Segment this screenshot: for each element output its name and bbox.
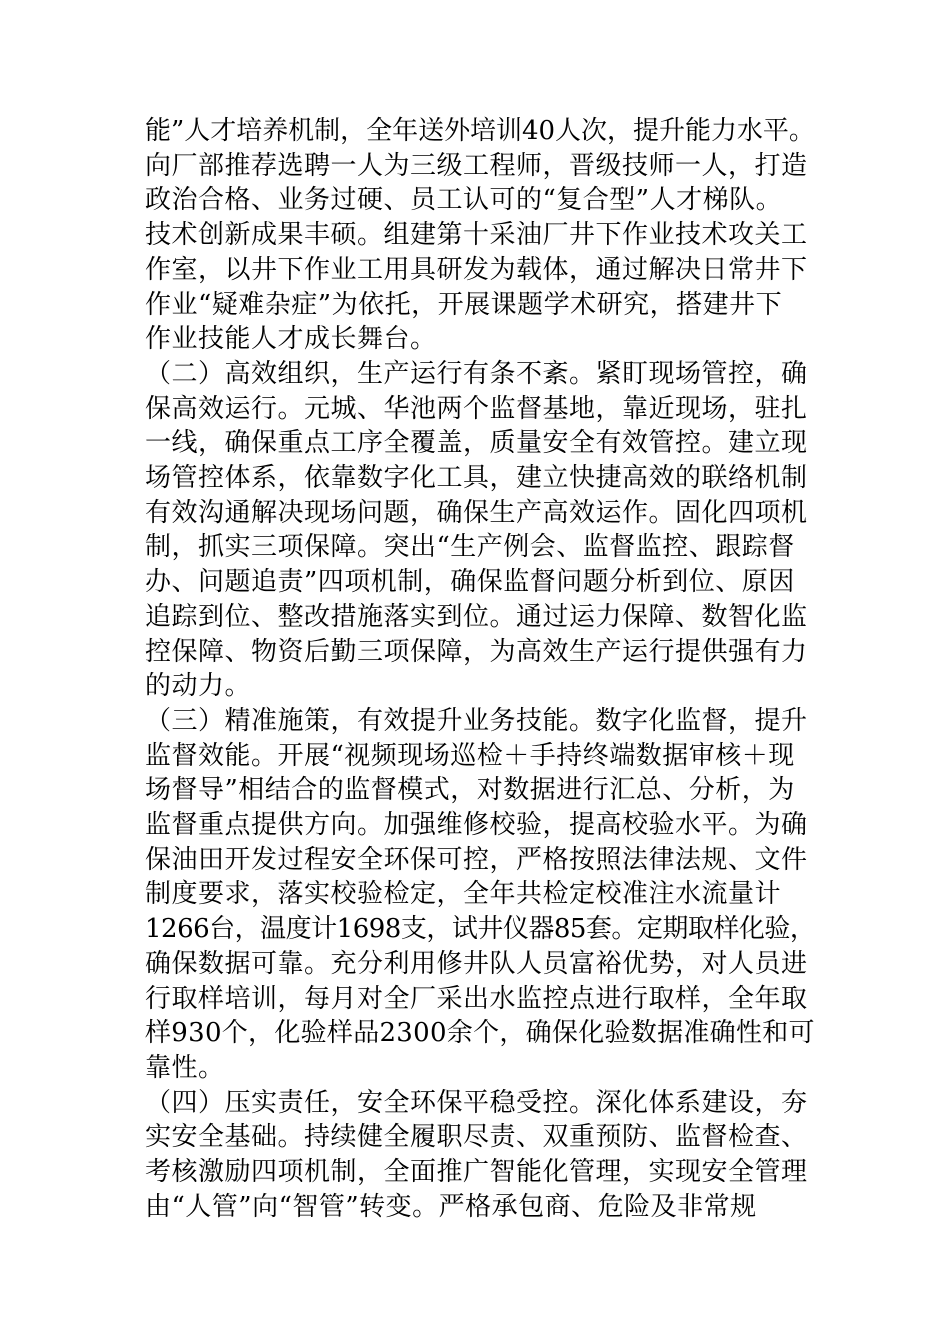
section-heading-line: （四）压实责任，安全环保平稳受控。深化体系建设，夯 [145,1087,808,1118]
text-line: 场督导”相结合的监督模式，对数据进行汇总、分析，为 [145,775,795,806]
text-line: 1266台，温度计1698支，试井仪器85套。定期取样化验， [145,914,816,945]
section-heading-line: （三）精准施策，有效提升业务技能。数字化监督，提升 [145,705,808,736]
text-line: 监督效能。开展“视频现场巡检＋手持终端数据审核＋现 [145,740,795,771]
text-line: 靠性。 [145,1052,225,1083]
text-line: 由“人管”向“智管”转变。严格承包商、危险及非常规 [145,1191,757,1222]
text-line: 的动力。 [145,671,252,702]
text-line: 有效沟通解决现场问题，确保生产高效运作。固化四项机 [145,497,808,528]
text-line: 制度要求，落实校验检定，全年共检定校准注水流量计 [145,879,782,910]
text-line: 监督重点提供方向。加强维修校验，提高校验水平。为确 [145,810,808,841]
text-line: 控保障、物资后勤三项保障，为高效生产运行提供强有力 [145,636,808,667]
text-line: 制，抓实三项保障。突出“生产例会、监督监控、跟踪督 [145,532,795,563]
text-line: 考核激励四项机制，全面推广智能化管理，实现安全管理 [145,1157,808,1188]
text-line: 作业技能人才成长舞台。 [145,324,437,355]
text-line: 作室，以井下作业工用具研发为载体，通过解决日常井下 [145,254,808,285]
text-line: 样930个，化验样品2300余个，确保化验数据准确性和可 [145,1018,815,1049]
section-heading-line: （二）高效组织，生产运行有条不紊。紧盯现场管控，确 [145,358,808,389]
body-text [145,114,815,1225]
text-line: 政治合格、业务过硬、员工认可的“复合型”人才梯队。 [145,185,783,216]
text-line: 向厂部推荐选聘一人为三级工程师，晋级技师一人，打造 [145,150,808,181]
text-line: 保高效运行。元城、华池两个监督基地，靠近现场，驻扎 [145,393,808,424]
text-line: 追踪到位、整改措施落实到位。通过运力保障、数智化监 [145,601,808,632]
text-line: 保油田开发过程安全环保可控，严格按照法律法规、文件 [145,844,808,875]
text-line: 一线，确保重点工序全覆盖，质量安全有效管控。建立现 [145,428,808,459]
text-line: 行取样培训，每月对全厂采出水监控点进行取样，全年取 [145,983,808,1014]
text-line: 场管控体系，依靠数字化工具，建立快捷高效的联络机制 [145,463,808,494]
text-line: 技术创新成果丰硕。组建第十采油厂井下作业技术攻关工 [145,220,808,251]
text-line: 能”人才培养机制，全年送外培训40人次，提升能力水平。 [145,116,815,146]
text-line: 作业“疑难杂症”为依托，开展课题学术研究，搭建井下 [145,289,783,320]
text-line: 办、问题追责”四项机制，确保监督问题分析到位、原因 [145,567,795,598]
text-line: 确保数据可靠。充分利用修井队人员富裕优势，对人员进 [145,948,808,979]
text-line: 实安全基础。持续健全履职尽责、双重预防、监督检查、 [145,1122,808,1153]
